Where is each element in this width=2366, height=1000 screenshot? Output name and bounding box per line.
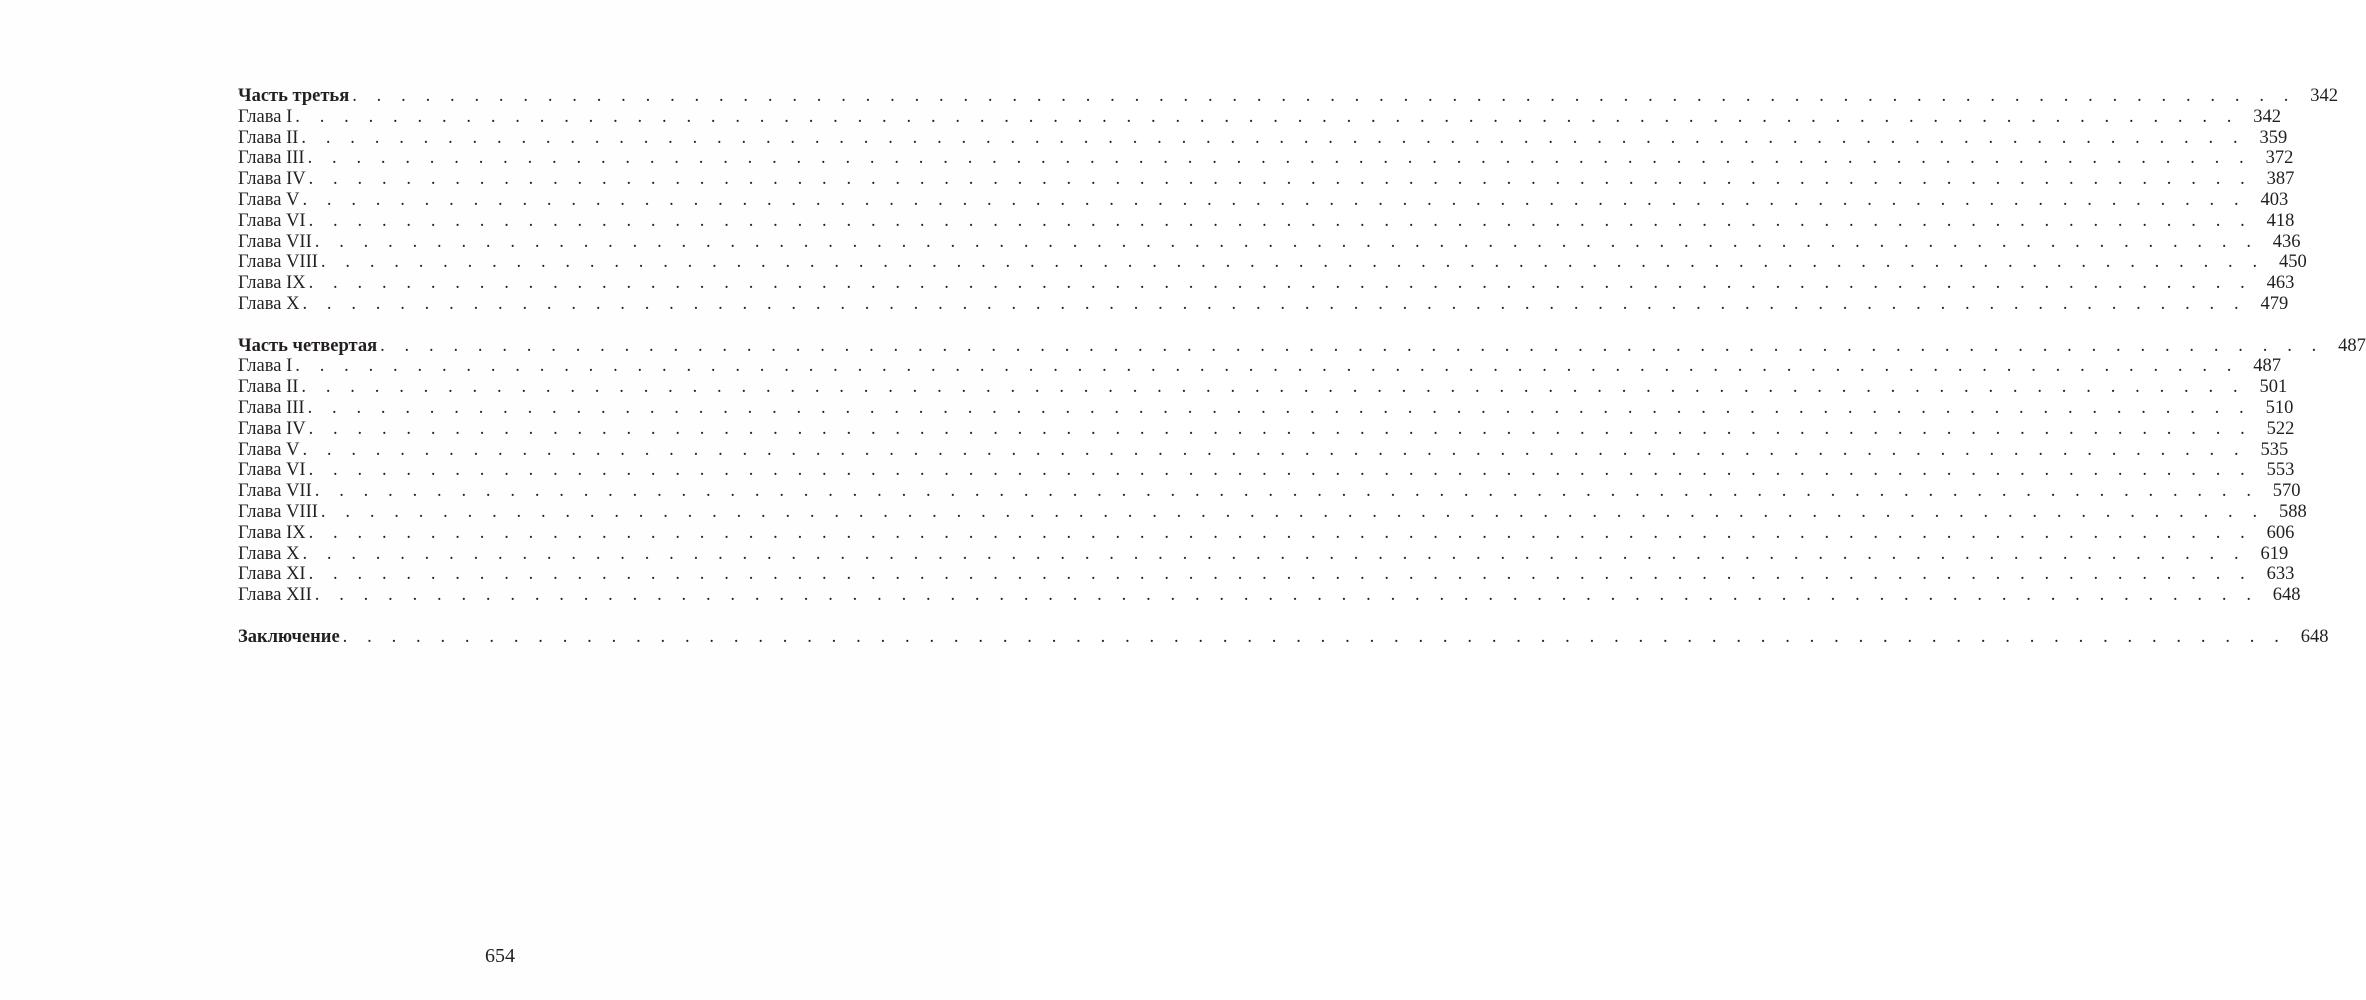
toc-page-number: 501 — [2259, 377, 2288, 398]
toc-page-number: 359 — [2259, 127, 2288, 148]
chapter-title: Глава VIII — [238, 252, 318, 273]
toc-chapter-entry — [238, 564, 2295, 585]
part-title: Часть третья — [238, 86, 350, 106]
dot-leader: . . . . . . . . . . . . . . . . . . . . . . . . . . . . . . . . . . . . . . . . . . . . . . . . . . . . . . . . . . . . . . . . . . . . . . . . . . . . . . . . — [342, 626, 2287, 647]
dot-leader: . . . . . . . . . . . . . . . . . . . . . . . . . . . . . . . . . . . . . . . . . . . . . . . . . . . . . . . . . . . . . . . . . . . . . . . . . . . . . . . . — [308, 273, 2253, 294]
chapter-title: Глава III — [238, 148, 305, 169]
toc-part-entry — [238, 86, 2339, 107]
toc-page-number: 463 — [2266, 273, 2295, 294]
chapter-title: Глава IV — [238, 169, 306, 190]
toc-chapter-entry — [238, 169, 2295, 190]
chapter-title: Глава V — [238, 189, 300, 210]
chapter-title: Глава VI — [238, 460, 306, 481]
chapter-title: Глава X — [238, 293, 300, 314]
chapter-title: Глава I — [238, 356, 293, 377]
toc-page-number: 418 — [2266, 210, 2295, 231]
toc-chapter-entry — [238, 293, 2289, 315]
toc-page-number: 633 — [2266, 564, 2295, 585]
dot-leader: . . . . . . . . . . . . . . . . . . . . . . . . . . . . . . . . . . . . . . . . . . . . . . . . . . . . . . . . . . . . . . . . . . . . . . . . . . . . . . . . — [302, 293, 2247, 314]
dot-leader: . . . . . . . . . . . . . . . . . . . . . . . . . . . . . . . . . . . . . . . . . . . . . . . . . . . . . . . . . . . . . . . . . . . . . . . . . . . . . . . . — [314, 231, 2259, 252]
toc-page-number: 436 — [2272, 231, 2301, 252]
toc-chapter-entry — [238, 585, 2301, 606]
toc-chapter-entry — [238, 418, 2295, 440]
toc-chapter-entry — [238, 189, 2289, 211]
toc-page-number: 342 — [2310, 86, 2339, 106]
chapter-title: Глава VIII — [238, 501, 318, 522]
toc-chapter-entry — [238, 148, 2294, 169]
dot-leader: . . . . . . . . . . . . . . . . . . . . . . . . . . . . . . . . . . . . . . . . . . . . . . . . . . . . . . . . . . . . . . . . . . . . . . . . . . . . . . . . — [314, 585, 2259, 606]
dot-leader: . . . . . . . . . . . . . . . . . . . . . . . . . . . . . . . . . . . . . . . . . . . . . . . . . . . . . . . . . . . . . . . . . . . . . . . . . . . . . . . . — [320, 501, 2265, 522]
toc-chapter-entry — [238, 106, 2282, 128]
toc-chapter-entry — [238, 522, 2295, 544]
toc-section — [238, 86, 2339, 315]
table-of-contents — [238, 86, 2366, 648]
page-number: 654 — [485, 945, 515, 967]
toc-chapter-entry — [238, 397, 2294, 419]
chapter-title: Глава VII — [238, 231, 312, 252]
dot-leader: . . . . . . . . . . . . . . . . . . . . . . . . . . . . . . . . . . . . . . . . . . . . . . . . . . . . . . . . . . . . . . . . . . . . . . . . . . . . . . . . — [295, 356, 2240, 377]
toc-page-number: 403 — [2260, 189, 2289, 210]
chapter-title: Глава IX — [238, 522, 306, 543]
toc-page-number: 606 — [2266, 522, 2295, 543]
chapter-title: Глава II — [238, 377, 299, 398]
dot-leader: . . . . . . . . . . . . . . . . . . . . . . . . . . . . . . . . . . . . . . . . . . . . . . . . . . . . . . . . . . . . . . . . . . . . . . . . . . . . . . . . — [302, 543, 2247, 564]
chapter-title: Глава II — [238, 127, 299, 148]
dot-leader: . . . . . . . . . . . . . . . . . . . . . . . . . . . . . . . . . . . . . . . . . . . . . . . . . . . . . . . . . . . . . . . . . . . . . . . . . . . . . . . . — [295, 106, 2240, 127]
toc-chapter-entry — [238, 377, 2288, 398]
chapter-title: Глава VI — [238, 210, 306, 231]
toc-page-number: 553 — [2266, 460, 2295, 481]
toc-page-number: 588 — [2278, 501, 2307, 522]
dot-leader: . . . . . . . . . . . . . . . . . . . . . . . . . . . . . . . . . . . . . . . . . . . . . . . . . . . . . . . . . . . . . . . . . . . . . . . . . . . . . . . . — [308, 460, 2253, 481]
chapter-title: Глава III — [238, 397, 305, 418]
chapter-title: Глава IV — [238, 418, 306, 439]
dot-leader: . . . . . . . . . . . . . . . . . . . . . . . . . . . . . . . . . . . . . . . . . . . . . . . . . . . . . . . . . . . . . . . . . . . . . . . . . . . . . . . . — [307, 397, 2252, 418]
dot-leader: . . . . . . . . . . . . . . . . . . . . . . . . . . . . . . . . . . . . . . . . . . . . . . . . . . . . . . . . . . . . . . . . . . . . . . . . . . . . . . . . — [314, 481, 2259, 502]
chapter-title: Глава XII — [238, 585, 312, 606]
toc-chapter-entry — [238, 356, 2282, 377]
dot-leader: . . . . . . . . . . . . . . . . . . . . . . . . . . . . . . . . . . . . . . . . . . . . . . . . . . . . . . . . . . . . . . . . . . . . . . . . . . . . . . . . — [308, 564, 2253, 585]
dot-leader: . . . . . . . . . . . . . . . . . . . . . . . . . . . . . . . . . . . . . . . . . . . . . . . . . . . . . . . . . . . . . . . . . . . . . . . . . . . . . . . . — [308, 210, 2253, 231]
toc-chapter-entry — [238, 231, 2301, 253]
toc-chapter-entry — [238, 543, 2289, 565]
toc-chapter-entry — [238, 460, 2295, 481]
toc-chapter-entry — [238, 273, 2295, 294]
dot-leader: . . . . . . . . . . . . . . . . . . . . . . . . . . . . . . . . . . . . . . . . . . . . . . . . . . . . . . . . . . . . . . . . . . . . . . . . . . . . . . . . — [302, 439, 2247, 460]
toc-chapter-entry — [238, 481, 2301, 502]
dot-leader: . . . . . . . . . . . . . . . . . . . . . . . . . . . . . . . . . . . . . . . . . . . . . . . . . . . . . . . . . . . . . . . . . . . . . . . . . . . . . . . . — [301, 377, 2246, 398]
dot-leader: . . . . . . . . . . . . . . . . . . . . . . . . . . . . . . . . . . . . . . . . . . . . . . . . . . . . . . . . . . . . . . . . . . . . . . . . . . . . . . . . — [308, 418, 2253, 439]
dot-leader: . . . . . . . . . . . . . . . . . . . . . . . . . . . . . . . . . . . . . . . . . . . . . . . . . . . . . . . . . . . . . . . . . . . . . . . . . . . . . . . . — [302, 189, 2247, 210]
toc-chapter-entry — [238, 252, 2307, 273]
dot-leader: . . . . . . . . . . . . . . . . . . . . . . . . . . . . . . . . . . . . . . . . . . . . . . . . . . . . . . . . . . . . . . . . . . . . . . . . . . . . . . . . — [352, 86, 2297, 106]
toc-page-number: 387 — [2266, 169, 2295, 190]
toc-part-entry — [238, 335, 2366, 357]
dot-leader: . . . . . . . . . . . . . . . . . . . . . . . . . . . . . . . . . . . . . . . . . . . . . . . . . . . . . . . . . . . . . . . . . . . . . . . . . . . . . . . . — [307, 148, 2252, 169]
toc-page-number: 510 — [2265, 397, 2294, 418]
toc-page-number: 648 — [2272, 585, 2301, 606]
toc-page-number: 479 — [2260, 293, 2289, 314]
toc-part-entry — [238, 626, 2329, 648]
dot-leader: . . . . . . . . . . . . . . . . . . . . . . . . . . . . . . . . . . . . . . . . . . . . . . . . . . . . . . . . . . . . . . . . . . . . . . . . . . . . . . . . — [308, 169, 2253, 190]
toc-page-number: 535 — [2260, 439, 2289, 460]
chapter-title: Глава X — [238, 543, 300, 564]
toc-page-number: 487 — [2253, 356, 2282, 377]
toc-page-number: 372 — [2265, 148, 2294, 169]
chapter-title: Глава IX — [238, 273, 306, 294]
toc-section — [238, 626, 2329, 648]
toc-chapter-entry — [238, 501, 2307, 523]
toc-page-number: 619 — [2260, 543, 2289, 564]
chapter-title: Глава V — [238, 439, 300, 460]
part-title: Заключение — [238, 626, 340, 647]
toc-chapter-entry — [238, 439, 2289, 461]
toc-page-number: 648 — [2300, 626, 2329, 647]
toc-page-number: 450 — [2278, 252, 2307, 273]
toc-page-number: 487 — [2338, 335, 2366, 356]
chapter-title: Глава XI — [238, 564, 306, 585]
dot-leader: . . . . . . . . . . . . . . . . . . . . . . . . . . . . . . . . . . . . . . . . . . . . . . . . . . . . . . . . . . . . . . . . . . . . . . . . . . . . . . . . — [320, 252, 2265, 273]
dot-leader: . . . . . . . . . . . . . . . . . . . . . . . . . . . . . . . . . . . . . . . . . . . . . . . . . . . . . . . . . . . . . . . . . . . . . . . . . . . . . . . . — [308, 522, 2253, 543]
toc-section — [238, 335, 2366, 606]
part-title: Часть четвертая — [238, 335, 378, 356]
dot-leader: . . . . . . . . . . . . . . . . . . . . . . . . . . . . . . . . . . . . . . . . . . . . . . . . . . . . . . . . . . . . . . . . . . . . . . . . . . . . . . . . — [301, 127, 2246, 148]
toc-page-number: 570 — [2272, 481, 2301, 502]
toc-chapter-entry — [238, 210, 2295, 232]
chapter-title: Глава VII — [238, 481, 312, 502]
toc-page-number: 342 — [2253, 106, 2282, 127]
toc-chapter-entry — [238, 127, 2288, 149]
dot-leader: . . . . . . . . . . . . . . . . . . . . . . . . . . . . . . . . . . . . . . . . . . . . . . . . . . . . . . . . . . . . . . . . . . . . . . . . . . . . . . . . — [380, 335, 2324, 356]
toc-page-number: 522 — [2266, 418, 2295, 439]
chapter-title: Глава I — [238, 106, 293, 127]
